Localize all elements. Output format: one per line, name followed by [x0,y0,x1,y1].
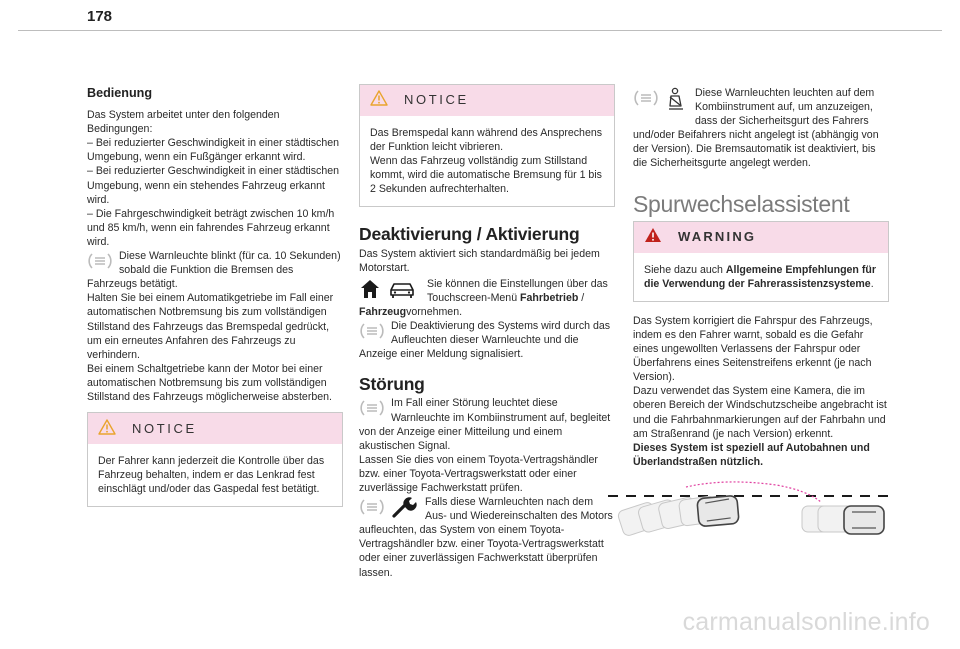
car-icon [387,278,417,304]
notice-body [88,444,342,506]
automatic-gearbox-text: Halten Sie bei einem Automatikgetriebe im Fall einer automatischen Notbremsung bis zum vollständigen Stillstand des Fahrzeugs das Bremspedal gedrückt, um ein erneutes Anfahren des Fahrzeugs zu verhindern. [87,292,334,361]
notice-header [88,413,342,444]
condition-2: – Bei reduzierter Geschwindigkeit in einer städtischen Umgebung, wenn ein stehendes Fahrzeug erkannt wird. [87,165,340,206]
notice-label: NOTICE [404,92,469,108]
settings-text-pre: Sie können die Einstellungen über das Touchscreen-Menü [427,277,608,304]
settings-menu-2: Fahrzeug [359,305,407,318]
settings-paragraph [359,277,615,319]
notice-header [360,85,614,116]
home-icon [359,278,381,304]
warning-text-bold: Allgemeine Empfehlungen für die Verwendung der Fahrerassistenzsysteme [644,263,876,290]
column-3 [633,86,889,469]
notice-box-2 [359,84,615,207]
collision-warning-lamp-icon [359,496,385,522]
warning-text-post: . [870,277,874,290]
heading-spurwechselassistent: Spurwechselassistent [633,190,850,217]
fault-text-2: Lassen Sie dies von einem Toyota-Vertragshändler bzw. einer Toyota-Vertragswerkstatt oder einer zuverlässige Fachwerkstatt prüfen. [359,453,598,494]
condition-1: – Bei reduzierter Geschwindigkeit in einer städtischen Umgebung, wenn ein Fußgänger erkannt wird. [87,137,340,164]
deactivation-text: Das System aktiviert sich standardmäßig bei jedem Motorstart. [359,247,600,274]
warning-text-pre: Siehe dazu auch [644,263,726,276]
fault-text-1: Im Fall einer Störung leuchtet diese Warnleuchte im Kombiinstrument auf, begleitet von der Anzeige einer Mitteilung und einem akustischen Signal. [359,397,611,452]
fault-text-3: Falls diese Warnleuchten nach dem Aus- und Wiedereinschalten des Motors aufleuchten, das System von einem Toyota-Vertragshändler bzw. einer Toyota-Vertragswerkstatt oder einer zuverlässigen Fachwerkstatt überprüfen lassen. [359,496,613,579]
notice-body [360,116,614,206]
deactivation-warn-paragraph [359,319,615,361]
heading-stoerung: Störung [359,374,425,395]
seatbelt-paragraph [633,86,889,171]
warning-triangle-icon [370,90,388,110]
column-2 [359,84,615,580]
column-1 [87,80,343,507]
warnlight-paragraph [87,249,343,291]
warnlight-text: Diese Warnleuchte blinkt (für ca. 10 Sekunden) sobald die Funktion die Bremsen des Fahrzeugs betätigt. [87,250,341,291]
settings-menu-1: Fahrbetrieb [520,291,579,304]
lane-text-2: Dazu verwendet das System eine Kamera, die im oberen Bereich der Windschutzscheibe angebracht ist und die Fahrbahnmarkierungen auf der Fahrbahn und am Straßenrand (je nach Version) erkennt. [633,385,887,440]
lane-assist-illustration [606,472,898,550]
collision-warning-lamp-icon [359,320,385,346]
settings-sep: / [578,291,585,304]
heading-deaktivierung: Deaktivierung / Aktivierung [359,224,580,245]
danger-triangle-icon [644,227,662,247]
settings-text-post: vornehmen. [406,305,463,318]
lane-text-1: Das System korrigiert die Fahrspur des Fahrzeugs, indem es den Fahrer warnt, sobald es die Gefahr eines ungewollten Verlassens der Fahrspur oder Überfahrens eines Seitenstreifens erkennt (je nach Version). [633,314,873,384]
warning-triangle-icon [98,419,116,439]
warning-header [634,222,888,253]
intro-text: Das System arbeitet unter den folgenden Bedingungen: [87,109,280,136]
deactivation-warn-text: Die Deaktivierung des Systems wird durch das Aufleuchten dieser Warnleuchte und die Anzeige einer Meldung signalisiert. [359,320,611,361]
notice-box-1 [87,412,343,507]
watermark: carmanualsonline.info [682,608,930,636]
manual-gearbox-text: Bei einem Schaltgetriebe kann der Motor bei einer automatischen Notbremsung bis zum vollständigen Stillstand des Fahrzeugs möglicherweise absterben. [87,362,332,403]
fault-paragraph [359,396,615,452]
notice-text: Der Fahrer kann jederzeit die Kontrolle über das Fahrzeug behalten, indem er das Lenkrad fest einschlägt und/oder das Gaspedal fest betätigt. [98,455,325,496]
wrench-icon [391,496,417,522]
warning-body [634,253,888,301]
header-divider [18,30,942,31]
collision-warning-lamp-icon [87,250,113,276]
seatbelt-icon [665,87,687,117]
notice-text-1: Das Bremspedal kann während des Ansprechens der Funktion leicht vibrieren. [370,127,603,154]
lane-text-3: Dieses System ist speziell auf Autobahnen und Überlandstraßen nützlich. [633,441,870,468]
fault-restart-paragraph [359,495,615,580]
notice-label: NOTICE [132,420,197,436]
seatbelt-text: Diese Warnleuchten leuchten auf dem Kombiinstrument auf, um anzuzeigen, dass der Sicherheitsgurt des Fahrers und/oder Beifahrers nicht angelegt ist (abhängig von der Version). Die Bremsautomatik ist deaktiviert, bis die Sicherheitsgurte angelegt werden. [633,87,879,170]
collision-warning-lamp-icon [633,87,659,113]
page-number: 178 [87,8,113,25]
collision-warning-lamp-icon [359,397,385,423]
warning-box [633,221,889,302]
warning-label: WARNING [678,229,757,245]
heading-bedienung: Bedienung [87,86,153,100]
notice-text-2: Wenn das Fahrzeug vollständig zum Stillstand kommt, wird die automatische Bremsung für 1 bis 2 Sekunden aufrechterhalten. [370,155,602,196]
condition-3: – Die Fahrgeschwindigkeit beträgt zwischen 10 km/h und 85 km/h, wenn ein fahrendes Fahrzeug erkannt wird. [87,207,335,248]
